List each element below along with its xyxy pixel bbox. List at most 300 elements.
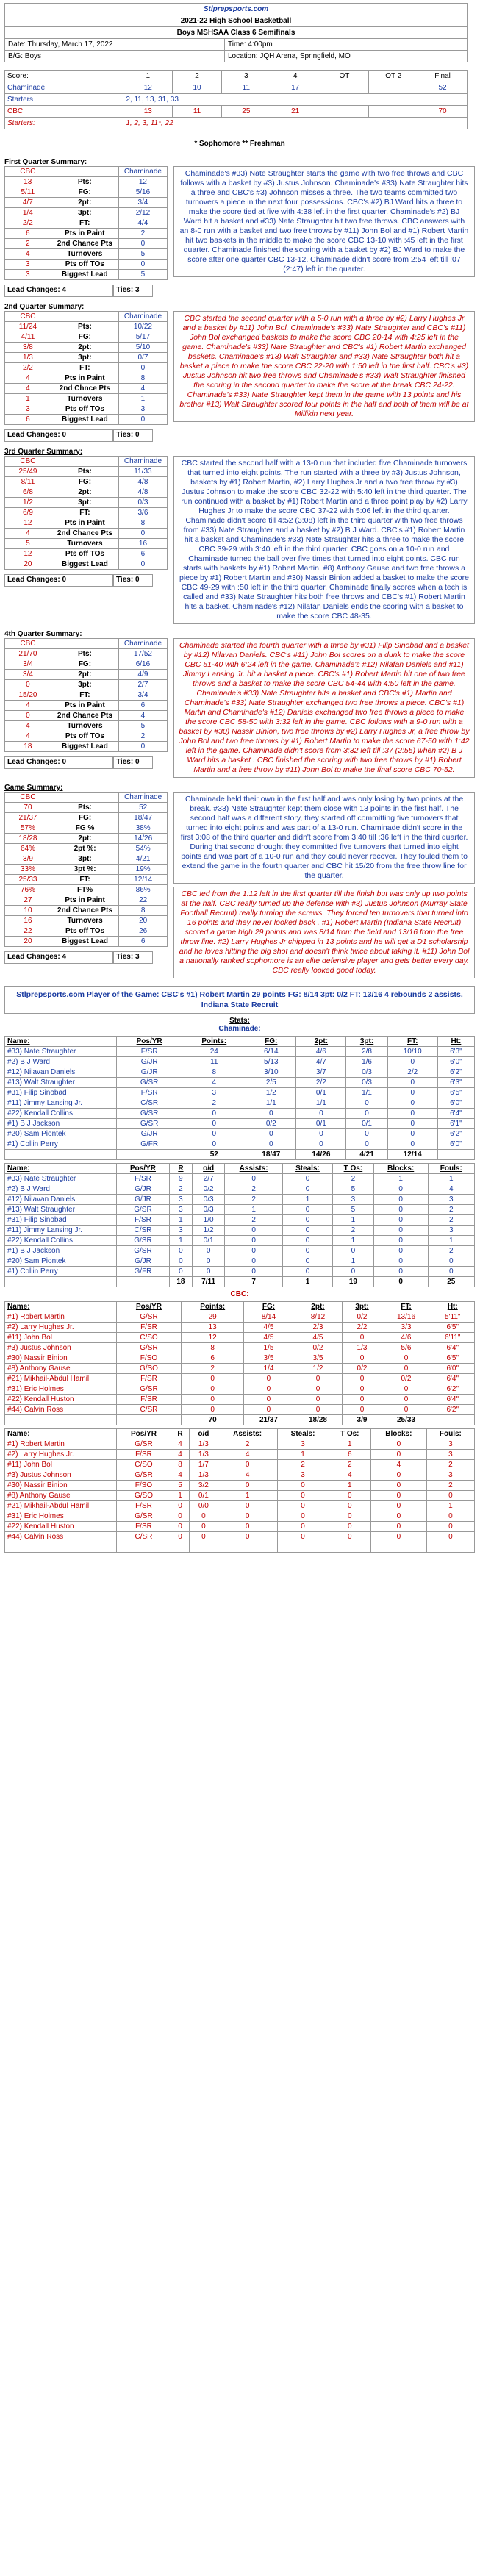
player-name: #22) Kendall Collins [5,1109,117,1119]
chaminade-other-table [4,1163,475,1287]
player-stat: 1 [428,1236,474,1246]
player-stat: 12 [181,1333,244,1343]
player-stat: 4 [370,1460,426,1470]
player-stat: 13/16 [382,1312,431,1323]
player-stat: 3 [426,1439,474,1450]
player-stat: F/SR [117,1374,182,1384]
player-name: #12) Nilavan Daniels [5,1195,117,1205]
quarter-summary-text: CBC started the second quarter with a 5-0 run with a three by #2) Larry Hughes Jr and a basket by #11) John Bol. Chaminade's #33) Nate Straughter and CBC's #11) John Bol exchanged baskets to make the score CBC 20-14 with 4:25 left in the game. Chaminade's #33) Nate Straughter and CBC's #1) Robert Martin exchanged baskets. Chaminade's #13) Walt Straughter and #33) Nate Straughter both hit a basket a piece to make the score CBC 22-20 with 1:50 left in the first half. CBC's #3) Justus Johnson hit two free throws and Chaminade's #33) Walt Straughter finished the scoring in the second quarter to make the score at the break CBC 24-22. Chaminade's #33) Nate Straughter kept them in the game with 13 points and his brother #13) Walt Straughter scored four points in the half and both of them will be at Millikin next year. [173,311,475,422]
player-stat: 2 [181,1364,244,1374]
player-stat: 2 [333,1174,374,1184]
stat-header-chaminade: Chaminade [118,457,167,467]
total-cell [171,1542,189,1553]
stat-cbc-value: 70 [5,803,51,813]
player-row [5,1374,475,1384]
stat-chaminade-value: 2 [118,229,167,239]
stat-row [5,353,168,363]
section-title: 4th Quarter Summary: [4,630,82,638]
player-stat: 3/2 [190,1481,218,1491]
score-header-label: Score: [5,71,123,82]
player-stat: F/SR [117,1501,171,1511]
stat-row [5,690,168,701]
player-stat: 8/14 [244,1312,293,1323]
stat-row [5,885,168,895]
stat-row [5,539,168,549]
stat-row [5,731,168,742]
box-header-cell: Name: [5,1164,117,1174]
player-stat: 4/5 [244,1333,293,1343]
player-row [5,1205,475,1215]
stat-label: FT: [51,218,118,229]
player-stat: 0 [282,1226,332,1236]
player-stat: 1 [169,1215,192,1226]
player-stat: 2 [225,1184,283,1195]
player-row [5,1384,475,1395]
lead-ties [4,285,168,297]
stat-row [5,518,168,529]
box-header-cell: Name: [5,1037,117,1047]
lead-ties [4,429,168,442]
player-name: #22) Kendall Collins [5,1236,117,1246]
player-name: #21) Mikhail-Abdul Hamil [5,1374,117,1384]
player-stat: F/SR [117,1323,182,1333]
stat-chaminade-value: 26 [119,926,168,937]
player-name: #1) Robert Martin [5,1439,117,1450]
game-report [4,0,475,1553]
box-header-cell: R [171,1429,189,1439]
player-stat: 1/1 [246,1098,296,1109]
player-stat: G/SR [117,1078,182,1088]
player-stat: 6 [329,1450,370,1460]
player-stat: 0 [373,1267,428,1277]
player-row [5,1343,475,1353]
player-stat: 0 [181,1374,244,1384]
player-stat: 0 [169,1267,192,1277]
total-cell: 25 [428,1277,474,1287]
team-score-q4: 21 [271,106,320,118]
player-row [5,1439,475,1450]
player-stat: 6'4" [431,1395,474,1405]
stats-label: Stats: [229,1017,250,1025]
player-stat: 0 [182,1139,246,1150]
player-stat: 1 [428,1174,474,1184]
stat-row [5,895,168,906]
player-row [5,1088,475,1098]
player-name: #2) B J Ward [5,1057,117,1067]
player-row [5,1236,475,1246]
player-stat: 5 [171,1481,189,1491]
quarter-block [4,638,475,778]
player-stat: 3/5 [293,1353,343,1364]
stat-chaminade-value: 86% [119,885,168,895]
box-header-cell: o/d [190,1429,218,1439]
chaminade-label: Chaminade: [218,1025,261,1033]
player-stat: 0 [329,1532,370,1542]
stat-cbc-value: 4 [5,373,51,384]
player-stat: 6'0" [437,1139,474,1150]
player-stat: 13 [181,1323,244,1333]
ties: Ties: 3 [113,285,153,297]
quarter-block [4,311,475,442]
stat-chaminade-value: 2 [118,731,167,742]
stat-label: Pts in Paint [51,701,118,711]
player-stat: 0/1 [296,1119,346,1129]
stat-label: FG: [51,187,118,198]
player-stat: 1/3 [190,1450,218,1460]
player-stat: 2 [428,1246,474,1256]
player-stat: 0 [387,1057,437,1067]
player-stat: 0/3 [346,1078,387,1088]
box-header-cell: Blocks: [370,1429,426,1439]
player-stat: 6'3" [437,1047,474,1057]
player-stat: 2 [329,1460,370,1470]
stat-label: 2pt: [51,487,118,498]
player-stat: 1 [333,1215,374,1226]
stat-chaminade-value: 6/16 [118,659,167,670]
stat-column [4,638,168,769]
player-row [5,1312,475,1323]
stat-cbc-value: 6 [5,415,51,425]
box-header-row [5,1037,475,1047]
box-header-cell: T Os: [333,1164,374,1174]
stat-chaminade-value: 0/3 [118,498,167,508]
stat-cbc-value: 22 [5,926,51,937]
player-stat: 0 [329,1511,370,1522]
stat-row [5,926,168,937]
stat-row [5,239,168,249]
player-stat: G/SR [117,1312,182,1323]
ties: Ties: 0 [113,574,153,587]
player-stat: 0 [343,1374,382,1384]
player-name: #2) Larry Hughes Jr. [5,1450,117,1460]
player-stat: 0/3 [346,1067,387,1078]
player-stat: 0 [190,1522,218,1532]
stat-header-label [51,312,118,322]
player-stat: 2/2 [296,1078,346,1088]
player-row [5,1256,475,1267]
stat-row [5,487,168,498]
box-header-cell: Pos/YR [117,1429,171,1439]
stat-row [5,198,168,208]
player-stat: G/SR [117,1205,170,1215]
player-stat: 0 [293,1374,343,1384]
box-header-cell: 2pt: [293,1302,343,1312]
stat-label: Pts in Paint [51,373,118,384]
player-stat: F/SO [117,1481,171,1491]
total-cell [5,1150,117,1160]
player-row [5,1139,475,1150]
player-stat: 1/3 [190,1470,218,1481]
stat-chaminade-value: 10/22 [118,322,167,332]
team-score-ot2 [369,82,418,94]
player-stat: 3 [428,1226,474,1236]
stat-label: Pts off TOs [51,549,118,559]
player-stat: 2 [277,1460,329,1470]
player-stat: 0 [246,1109,296,1119]
player-stat: 1 [282,1195,332,1205]
stat-cbc-value: 25/33 [5,875,51,885]
player-row [5,1047,475,1057]
player-name: #11) John Bol [5,1333,117,1343]
stat-header-chaminade: Chaminade [118,312,167,322]
player-stat: 6'2" [431,1384,474,1395]
player-stat: 6'4" [431,1343,474,1353]
stat-label: 2pt: [51,670,118,680]
quarter-block [4,456,475,624]
player-stat: 4 [171,1450,189,1460]
player-stat: 6'0" [437,1057,474,1067]
stat-cbc-value: 12 [5,549,51,559]
total-cell: 52 [182,1150,246,1160]
player-stat: G/SO [117,1364,182,1374]
team-name: CBC [5,106,123,118]
box-header-cell: Points: [182,1037,246,1047]
player-stat: 3 [169,1226,192,1236]
stat-row [5,373,168,384]
player-stat: 6 [181,1353,244,1364]
box-header-cell: Steals: [282,1164,332,1174]
stat-header-chaminade: Chaminade [118,167,167,177]
total-cell: 18 [169,1277,192,1287]
stat-header-cbc: CBC [5,639,51,649]
stat-label: Pts: [51,803,118,813]
player-stat: 8/12 [293,1312,343,1323]
player-stat: 0/1 [192,1236,224,1246]
total-cell: 12/14 [387,1150,437,1160]
player-name: #22) Kendall Huston [5,1395,117,1405]
player-row [5,1226,475,1236]
stat-cbc-value: 4/7 [5,198,51,208]
stat-chaminade-value: 19% [119,865,168,875]
player-stat: 6'0" [431,1364,474,1374]
stat-row [5,177,168,187]
player-stat: 4/6 [382,1333,431,1343]
player-stat: G/SR [117,1439,171,1450]
stat-cbc-value: 27 [5,895,51,906]
box-header-row [5,1302,475,1312]
player-stat: 1/7 [190,1460,218,1470]
player-name: #33) Nate Straughter [5,1174,117,1184]
player-row [5,1522,475,1532]
stat-table [4,166,168,280]
player-stat: 0 [370,1450,426,1460]
score-header-ot2: OT 2 [369,71,418,82]
player-stat: 3 [426,1450,474,1460]
player-name: #2) Larry Hughes Jr. [5,1323,117,1333]
stat-chaminade-value: 2/12 [118,208,167,218]
player-stat: 0 [329,1501,370,1511]
player-stat: 0 [370,1481,426,1491]
stat-cbc-value: 18/28 [5,834,51,844]
stat-cbc-value: 3/4 [5,659,51,670]
stat-column [4,792,168,964]
stat-label: Pts: [51,177,118,187]
total-cell: 4/21 [346,1150,387,1160]
stat-cbc-value: 5/11 [5,187,51,198]
box-header-cell: Ht: [431,1302,474,1312]
stat-chaminade-value: 4/21 [119,854,168,865]
stat-label: Biggest Lead [51,559,118,570]
total-cell [117,1277,170,1287]
box-header-cell: Assists: [225,1164,283,1174]
player-stat: 0/2 [192,1184,224,1195]
stat-cbc-value: 76% [5,885,51,895]
stat-row [5,404,168,415]
total-cell [5,1277,117,1287]
player-name: #20) Sam Piontek [5,1256,117,1267]
player-stat: 6'4" [431,1374,474,1384]
player-stat: G/FR [117,1267,170,1277]
lead-changes: Lead Changes: 0 [4,756,113,769]
player-stat: 0 [343,1384,382,1395]
player-stat: 0 [171,1532,189,1542]
stat-chaminade-value: 6 [118,701,167,711]
player-stat: 2/2 [387,1067,437,1078]
player-stat: 1 [171,1491,189,1501]
stat-chaminade-value: 20 [119,916,168,926]
player-stat: 1 [225,1205,283,1215]
box-header-cell: 3pt: [343,1302,382,1312]
player-stat: 0 [244,1374,293,1384]
player-stat: C/SR [117,1226,170,1236]
stat-header-cbc: CBC [5,167,51,177]
player-stat: 1/1 [346,1088,387,1098]
stat-cbc-value: 1 [5,394,51,404]
player-stat: 0 [343,1405,382,1415]
player-name: #22) Kendall Huston [5,1522,117,1532]
team-score-q2: 11 [173,106,222,118]
player-stat: 6/14 [246,1047,296,1057]
player-row [5,1364,475,1374]
stat-cbc-value: 4 [5,721,51,731]
total-cell [117,1542,171,1553]
stat-cbc-value: 2/2 [5,363,51,373]
cbc-shooting-table [4,1301,475,1425]
total-cell: 7 [225,1277,283,1287]
total-cell: 3/9 [343,1415,382,1425]
stat-row [5,322,168,332]
stat-cbc-value: 20 [5,559,51,570]
player-row [5,1098,475,1109]
player-stat: 0 [382,1405,431,1415]
player-row [5,1511,475,1522]
stat-label: 3pt: [51,680,118,690]
score-header-ot: OT [320,71,369,82]
team-score-ot [320,82,369,94]
starters-list: 1, 2, 3, 11*, 22 [123,118,468,129]
total-cell: 25/33 [382,1415,431,1425]
player-stat: G/SR [117,1119,182,1129]
box-header-cell: T Os: [329,1429,370,1439]
player-stat: 0 [282,1174,332,1184]
player-stat: 9 [169,1174,192,1184]
player-name: #12) Nilavan Daniels [5,1067,117,1078]
box-header-cell: Fouls: [428,1164,474,1174]
player-stat: 0 [382,1364,431,1374]
player-stat: 0 [387,1139,437,1150]
stat-cbc-value: 4 [5,384,51,394]
stat-row [5,649,168,659]
player-stat: 0 [373,1236,428,1246]
player-stat: 3 [277,1470,329,1481]
player-stat: 0 [225,1256,283,1267]
player-stat: 0 [370,1470,426,1481]
player-name: #1) B J Jackson [5,1246,117,1256]
player-row [5,1129,475,1139]
player-stat: 0 [282,1184,332,1195]
stat-chaminade-value: 16 [118,539,167,549]
site-link[interactable]: Stlprepsports.com [203,5,269,13]
team-score-q2: 10 [173,82,222,94]
stat-row [5,813,168,823]
stat-row [5,218,168,229]
player-stat: G/JR [117,1129,182,1139]
player-stat: 0 [387,1078,437,1088]
player-stat: 6'0" [437,1098,474,1109]
player-stat: 0/1 [296,1088,346,1098]
player-stat: G/SR [117,1470,171,1481]
player-stat: 24 [182,1047,246,1057]
player-stat: 2/5 [246,1078,296,1088]
player-stat: 0 [333,1246,374,1256]
player-stat: 0 [370,1522,426,1532]
stat-cbc-value: 3/9 [5,854,51,865]
player-stat: 0 [370,1439,426,1450]
player-row [5,1450,475,1460]
player-stat: 0 [171,1511,189,1522]
stat-row [5,865,168,875]
player-stat: 1/0 [192,1215,224,1226]
player-stat: 3 [428,1195,474,1205]
player-stat: C/SO [117,1460,171,1470]
stat-label: 3pt: [51,208,118,218]
box-header-cell: Name: [5,1302,117,1312]
stat-chaminade-value: 38% [119,823,168,834]
stat-table [4,638,168,752]
player-stat: 0 [277,1481,329,1491]
stat-label: Turnovers [51,394,118,404]
player-stat: 2/8 [346,1047,387,1057]
player-stat: 0 [190,1511,218,1522]
stat-row [5,916,168,926]
game-summary [4,784,475,978]
player-row [5,1078,475,1088]
player-stat: 0 [192,1256,224,1267]
location: Location: JQH Arena, Springfield, MO [225,51,468,62]
player-row [5,1460,475,1470]
stat-label: Biggest Lead [51,937,118,947]
player-name: #8) Anthony Gause [5,1364,117,1374]
player-row [5,1215,475,1226]
stat-label: 2nd Chance Pts [51,906,118,916]
stat-cbc-value: 33% [5,865,51,875]
player-stat: 0 [244,1405,293,1415]
stat-chaminade-value: 4 [118,384,167,394]
stat-label: Pts off TOs [51,731,118,742]
stat-cbc-value: 3 [5,260,51,270]
lead-ties [4,756,168,769]
player-stat: G/FR [117,1139,182,1150]
player-stat: G/SR [117,1511,171,1522]
player-stat: 1/2 [293,1364,343,1374]
total-cell: 18/28 [293,1415,343,1425]
player-stat: 6'5" [437,1088,474,1098]
total-cell [437,1150,474,1160]
stat-label: 3pt: [51,854,118,865]
player-row [5,1481,475,1491]
player-stat: 0 [277,1522,329,1532]
stat-cbc-value: 18 [5,742,51,752]
